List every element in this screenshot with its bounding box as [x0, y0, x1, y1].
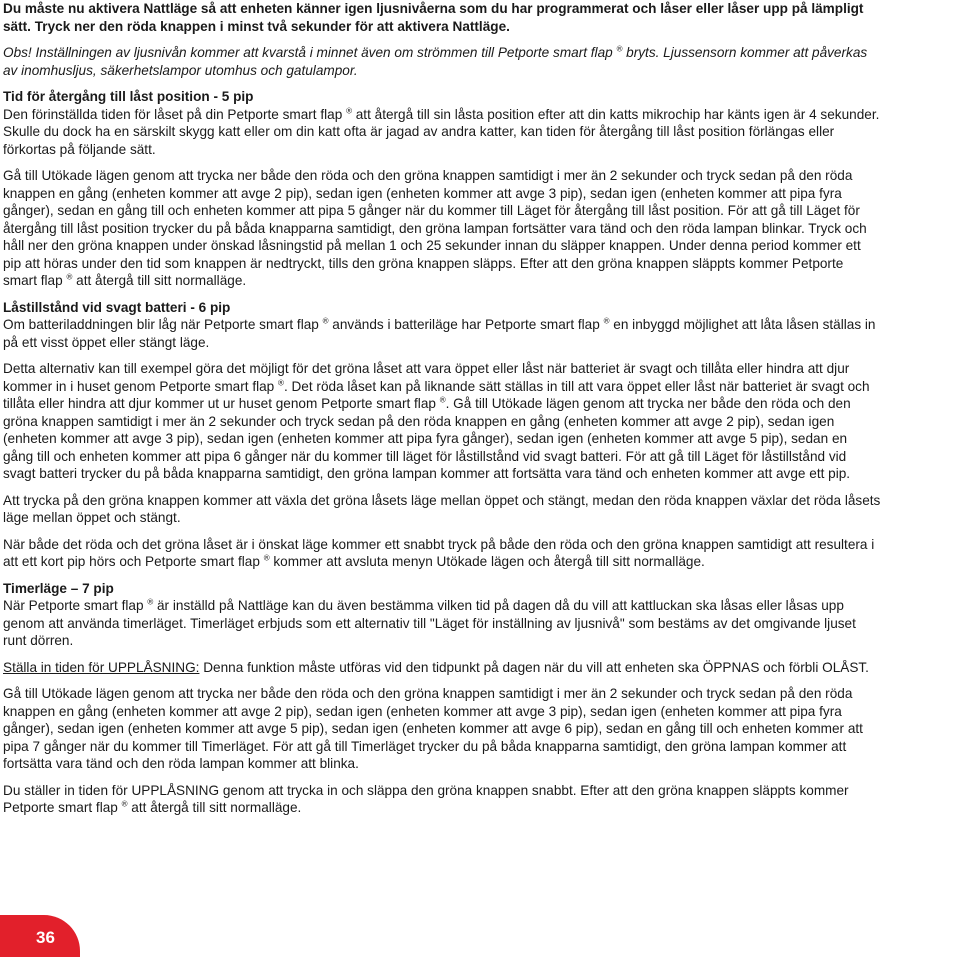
underlined-label: Ställa in tiden för UPPLÅSNING:: [3, 659, 200, 675]
intro-paragraph: Du måste nu aktivera Nattläge så att enheten känner igen ljusnivåerna som du har programmerat och låser eller låser upp på lämpligt sätt. Tryck ner den röda knappen i minst två sekunder för att aktivera Nattläge.: [3, 1, 864, 34]
paragraph: Att trycka på den gröna knappen kommer att växla det gröna låsets läge mellan öppet och stängt, medan den röda knappen växlar det röda låsets läge mellan öppet och stängt.: [3, 492, 881, 525]
paragraph: Om batteriladdningen blir låg när Petporte smart flap ® används i batteriläge har Petporte smart flap ® en inbyggd möjlighet att låta låsen ställas in på ett visst öppet eller stängt läge.: [3, 316, 876, 350]
paragraph: Gå till Utökade lägen genom att trycka ner både den röda och den gröna knappen samtidigt i mer än 2 sekunder och tryck sedan på den röda knappen en gång (enheten kommer att avge 2 pip), sedan igen (enheten kommer att avge 3 pip), sedan igen (enheten kommer att pipa fyra gånger), sedan igen (enheten kommer att avge 5 pip), sedan igen (enheten kommer att avge 6 pip), sedan en gång till och enheten kommer att pipa 7 gånger när du kommer till Timerläget. För att gå till Timerläget trycker du på båda knapparna samtidigt, den gröna lampan kommer att fortsätta vara tänd och den röda lampan kommer att blinka.: [3, 686, 863, 771]
registered-mark: ®: [346, 105, 352, 115]
registered-mark: ®: [322, 316, 329, 326]
section-timer-mode: [3, 580, 881, 817]
page-number-badge: [0, 915, 80, 957]
section-heading: Låstillstånd vid svagt batteri - 6 pip: [3, 299, 231, 315]
paragraph: Detta alternativ kan till exempel göra det möjligt för det gröna låset att vara öppet eller låst när batteriet är svagt och tillåta eller hindra att djur kommer in i huset genom Petporte smart flap ®. Det röda låset kan på liknande sätt ställas in till att vara öppet eller låst när batteriet är svagt och tillåta eller hindra att djur kommer ut ur huset genom Petporte smart flap ®. Gå till Utökade lägen genom att trycka ner både den röda och den gröna knappen samtidigt i mer än 2 sekunder och tryck sedan på den röda knappen en gång (enheten kommer att avge 2 pip), sedan igen (enheten kommer att avge 3 pip), sedan igen (enheten kommer att pipa fyra gånger), sedan igen (enheten kommer att avge 5 pip), sedan en gång till och enheten kommer att pipa 6 gånger när du kommer till läget för låstillstånd vid svagt batteri. För att gå till Läget för låstillstånd vid svagt batteri trycker du på båda knapparna samtidigt, den gröna lampan kommer att fortsätta vara tänd och enheten kommer att avge ett pip.: [3, 361, 870, 481]
document-page: [3, 0, 881, 826]
section-low-battery: [3, 299, 881, 571]
paragraph: När Petporte smart flap ® är inställd på Nattläge kan du även bestämma vilken tid på dagen då du vill att kattluckan ska låsas eller låsas upp genom att använda timerläget. Timerläget erbjuds som ett alternativ till "Läget för inställning av ljusnivå" som bestäms av det omgivande ljuset runt dörren.: [3, 597, 856, 648]
paragraph: Ställa in tiden för UPPLÅSNING: Denna funktion måste utföras vid den tidpunkt på dagen när du vill att enheten ska ÖPPNAS och förbli OLÅST.: [3, 659, 869, 675]
obs-note: Obs! Inställningen av ljusnivån kommer att kvarstå i minnet även om strömmen till Petporte smart flap ® bryts. Ljussensorn kommer att påverkas av inomhusljus, säkerhetslampor utomhus och gatulampor.: [3, 44, 868, 78]
paragraph: Den förinställda tiden för låset på din Petporte smart flap ® att återgå till sin låsta position efter att din katts mikrochip har känts igen är 4 sekunder. Skulle du dock ha en särskilt skygg katt eller om din katt ofta är jagad av andra katter, kan tiden för återgång till låst position förlängas eller förkortas på följande sätt.: [3, 105, 880, 157]
registered-mark: ®: [439, 395, 446, 405]
registered-mark: ®: [263, 553, 270, 563]
registered-mark: ®: [603, 316, 610, 326]
paragraph: Du ställer in tiden för UPPLÅSNING genom att trycka in och släppa den gröna knappen snabbt. Efter att den gröna knappen släppts kommer Petporte smart flap ® att återgå till sitt normalläge.: [3, 782, 849, 815]
section-heading: Tid för återgång till låst position - 5 pip: [3, 89, 254, 104]
section-return-to-locked: [3, 88, 881, 290]
page-number: 36: [36, 928, 55, 947]
registered-mark: ®: [278, 377, 284, 387]
paragraph: När både det röda och det gröna låset är i önskat läge kommer ett snabbt tryck på både den röda och den gröna knappen samtidigt att resultera i att ett kort pip hörs och Petporte smart flap ® kommer att avsluta menyn Utökade lägen och återgå till sitt normalläge.: [3, 536, 875, 569]
registered-mark: ®: [121, 799, 128, 809]
section-heading: Timerläge – 7 pip: [3, 580, 114, 596]
registered-mark: ®: [66, 272, 73, 282]
paragraph: Gå till Utökade lägen genom att trycka ner både den röda och den gröna knappen samtidigt i mer än 2 sekunder och tryck sedan på den röda knappen en gång (enheten kommer att avge 2 pip), sedan igen (enheten kommer att avge 3 pip), sedan igen (enheten kommer att pipa fyra gånger), sedan en gång till och enheten kommer att pipa 5 gånger när du kommer till Läget för återgång till låst position. För att gå till Läget för återgång till låst position trycker du på båda knapparna samtidigt, den gröna lampan fortsätter vara tänd och den röda lampan blinkar. Tryck och håll ner den gröna knappen under önskad låsningstid på mellan 1 och 25 sekunder innan du släpper knappen. Under denna period kommer ett pip att höras under den tid som knappen är nedtryckt, tills den gröna knappen släpps. Efter att den gröna knappen släppts kommer Petporte smart flap ® att återgå till sitt normalläge.: [3, 168, 867, 288]
registered-mark: ®: [616, 44, 623, 54]
registered-mark: ®: [147, 597, 154, 607]
